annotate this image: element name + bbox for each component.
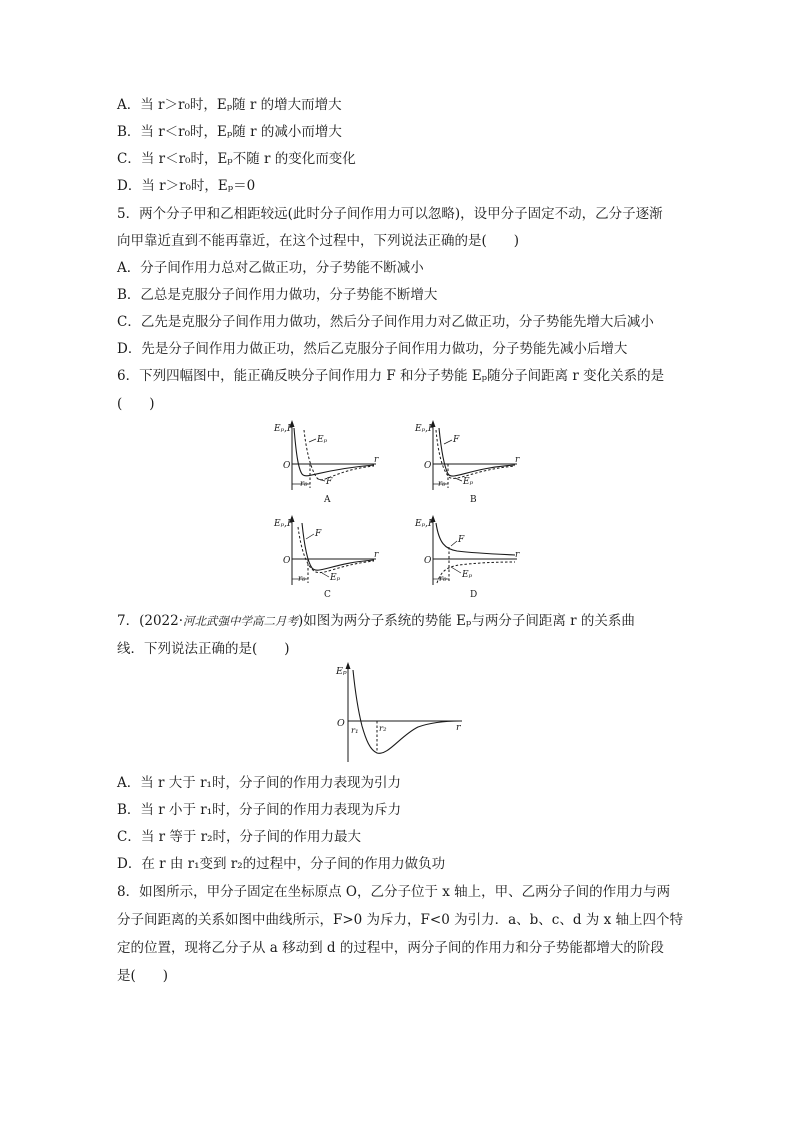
origin-label: O [283, 556, 291, 566]
curve2-label: F [326, 477, 333, 487]
origin-label: O [283, 461, 291, 471]
x-axis-label: r [515, 455, 520, 465]
q7-option-c: C．当 r 等于 r₂时，分子间的作用力最大 [117, 829, 362, 845]
q7-stem-suffix: )如图为两分子系统的势能 Eₚ与两分子间距离 r 的关系曲 [298, 613, 635, 629]
q6-stem-line1: 6．下列四幅图中，能正确反映分子间作用力 F 和分子势能 Eₚ随分子间距离 r 变化关系的是 [117, 368, 665, 384]
curve2-label: Eₚ [330, 573, 341, 583]
q7-stem-line1 [117, 612, 635, 630]
graph-caption: C [324, 590, 331, 600]
axis-label: Eₚ,F [415, 424, 435, 434]
curve1-label: F [453, 435, 460, 445]
q8-line4: 是( ) [117, 968, 169, 984]
r1-label: r₁ [351, 726, 359, 736]
axis-label: Eₚ,F [415, 519, 435, 529]
q5-option-d: D．先是分子间作用力做正功，然后乙克服分子间作用力做功，分子势能先减小后增大 [117, 341, 628, 357]
q8-line2: 分子间距离的关系如图中曲线所示，F>0 为斥力，F<0 为引力．a、b、c、d 为 x 轴上四个特 [117, 912, 683, 928]
origin-label: O [337, 718, 345, 729]
r0-label: r₀ [438, 479, 446, 489]
x-axis-label: r [456, 722, 461, 733]
q6-graph-a [270, 418, 380, 508]
q7-option-d: D．在 r 由 r₁变到 r₂的过程中，分子间的作用力做负功 [117, 856, 446, 872]
curve1-leader [444, 440, 452, 444]
origin-label: O [424, 556, 432, 566]
curve1-leader [309, 439, 316, 442]
r0-label: r₀ [298, 574, 306, 584]
force-curve [439, 428, 515, 476]
q6-graph-c [270, 513, 380, 603]
curve1-leader [306, 534, 314, 539]
q6-graph-d [411, 513, 521, 603]
x-axis-label: r [515, 550, 520, 560]
q5-option-c: C．乙先是克服分子间作用力做功，然后分子间作用力对乙做正功，分子势能先增大后减小 [117, 314, 654, 330]
axis-label: Eₚ [336, 666, 347, 677]
r0-label: r₀ [439, 574, 447, 584]
force-curve [302, 523, 374, 570]
ep-curve [304, 430, 374, 480]
origin-label: O [424, 461, 432, 471]
q6-stem-line2: ( ) [117, 396, 155, 412]
q4-option-c: C．当 r＜r₀时，Eₚ不随 r 的变化而变化 [117, 151, 356, 167]
q6-graph-b [411, 418, 521, 508]
graph-caption: D [470, 590, 478, 600]
graph-caption: A [324, 495, 331, 505]
force-curve [436, 523, 515, 555]
q7-stem-line2: 线．下列说法正确的是( ) [117, 641, 290, 657]
q7-graph [322, 660, 467, 765]
curve2-leader [318, 479, 325, 481]
x-axis-label: r [374, 455, 379, 465]
axis-label: Eₚ,F [274, 424, 294, 434]
force-curve [294, 428, 374, 476]
q5-option-a: A．分子间作用力总对乙做正功，分子势能不断减小 [117, 260, 424, 276]
r0-label: r₀ [300, 479, 308, 489]
q7-option-a: A．当 r 大于 r₁时，分子间的作用力表现为引力 [117, 775, 401, 791]
q5-stem-line2: 向甲靠近直到不能再靠近，在这个过程中，下列说法正确的是( ) [117, 233, 520, 249]
ep-curve [353, 670, 460, 753]
curve1-label: F [315, 529, 322, 539]
q5-stem-line1: 5．两个分子甲和乙相距较远(此时分子间作用力可以忽略)，设甲分子固定不动，乙分子逐渐 [117, 206, 663, 222]
q4-option-d: D．当 r＞r₀时，Eₚ＝0 [117, 178, 256, 194]
q8-line3: 定的位置，现将乙分子从 a 移动到 d 的过程中，两分子间的作用力和分子势能都增大的阶段 [117, 940, 664, 956]
q4-option-b: B．当 r＜r₀时，Eₚ随 r 的减小而增大 [117, 124, 342, 140]
q7-option-b: B．当 r 小于 r₁时，分子间的作用力表现为斥力 [117, 802, 402, 818]
curve2-label: Eₚ [462, 570, 473, 580]
q5-option-b: B．乙总是克服分子间作用力做功，分子势能不断增大 [117, 287, 438, 303]
graph-caption: B [470, 495, 477, 505]
curve1-label: Eₚ [317, 435, 328, 445]
curve1-label: F [458, 535, 465, 545]
r2-label: r₂ [379, 724, 387, 734]
curve1-leader [451, 541, 457, 546]
curve2-leader [455, 478, 462, 481]
curve2-leader [322, 573, 329, 577]
q7-stem-prefix: 7．(2022· [117, 613, 184, 629]
axis-label: Eₚ,F [274, 519, 294, 529]
q8-line1: 8．如图所示，甲分子固定在坐标原点 O，乙分子位于 x 轴上，甲、乙两分子间的作用力与两 [117, 884, 671, 900]
curve2-label: Eₚ [463, 477, 474, 487]
x-axis-label: r [374, 550, 379, 560]
curve2-leader [451, 567, 461, 573]
q7-source: 河北武强中学高二月考 [183, 614, 299, 628]
q4-option-a: A．当 r＞r₀时，Eₚ随 r 的增大而增大 [117, 97, 342, 113]
